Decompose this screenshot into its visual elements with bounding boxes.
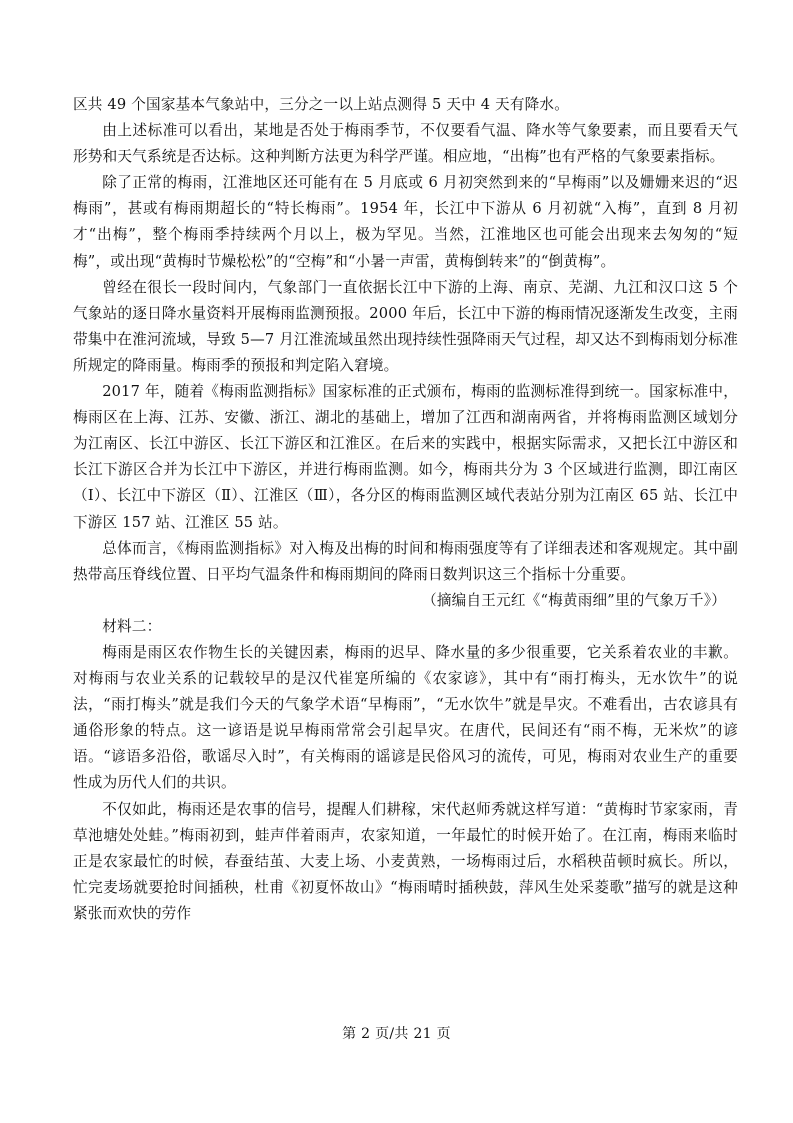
paragraph-summary: 总体而言，《梅雨监测指标》对入梅及出梅的时间和梅雨强度等有了详细表述和客观规定。其中副热带高压脊线位置、日平均气温条件和梅雨期间的降雨日数判识这三个指标十分重要。 [73, 539, 738, 583]
paragraph-monitoring-history: 曾经在很长一段时间内，气象部门一直依据长江中下游的上海、南京、芜湖、九江和汉口这 5 个气象站的逐日降水量资料开展梅雨监测预报。2000 年后，长江中下游的梅雨情况逐渐发生改变，主雨带集中在淮河流域，导致 5—7 月江淮流域虽然出现持续性强降雨天气过程，却又达不到梅雨划分标准所规定的降雨量。梅雨季的预报和判定陷入窘境。 [73, 278, 738, 374]
paragraph-farming-signal: 不仅如此，梅雨还是农事的信号，提醒人们耕稼，宋代赵师秀就这样写道：“黄梅时节家家雨，青草池塘处处蛙。”梅雨初到，蛙声伴着雨声，农家知道，一年最忙的时候开始了。在江南，梅雨来临时正是农家最忙的时候，春蚕结茧、大麦上场、小麦黄熟，一场梅雨过后，水稻秧苗顿时疯长。所以，忙完麦场就要抢时间插秧，杜甫《初夏怀故山》“梅雨晴时插秧鼓，萍风生处采菱歌”描写的就是这种紧张而欢快的劳作 [73, 800, 738, 922]
page-number-footer: 第 2 页/共 21 页 [342, 1026, 451, 1042]
paragraph-national-standard: 2017 年，随着《梅雨监测指标》国家标准的正式颁布，梅雨的监测标准得到统一。国家标准中，梅雨区在上海、江苏、安徽、浙江、湖北的基础上，增加了江西和湖南两省，并将梅雨监测区域划分为江南区、长江中游区、长江下游区和江淮区。在后来的实践中，根据实际需求，又把长江中游区和长江下游区合并为长江中下游区，并进行梅雨监测。如今，梅雨共分为 3 个区域进行监测，即江南区（Ⅰ）、长江中下游区（Ⅱ）、江淮区（Ⅲ），各分区的梅雨监测区域代表站分别为江南区 65 站、长江中下游区 157 站、江淮区 55 站。 [73, 383, 738, 531]
paragraph-plum-rain-criteria: 由上述标准可以看出，某地是否处于梅雨季节，不仅要看气温、降水等气象要素，而且要看天气形势和天气系统是否达标。这种判断方法更为科学严谨。相应地，“出梅”也有严格的气象要素指标。 [73, 122, 738, 166]
paragraph-agriculture: 梅雨是雨区农作物生长的关键因素，梅雨的迟早、降水量的多少很重要，它关系着农业的丰歉。对梅雨与农业关系的记载较早的是汉代崔寔所编的《农家谚》，其中有“雨打梅头，无水饮牛”的说法，“雨打梅头”就是我们今天的气象学术语“早梅雨”，“无水饮牛”就是旱灾。不难看出，古农谚具有通俗形象的特点。这一谚语是说早梅雨常常会引起旱灾。在唐代，民间还有“雨不梅，无米炊”的谚语。“谚语多沿俗，歌谣尽入时”，有关梅雨的谣谚是民俗风习的流传，可见，梅雨对农业生产的重要性成为历代人们的共识。 [73, 643, 738, 792]
source-citation: （摘编自王元红《“梅黄雨细”里的气象万千》） [422, 591, 726, 609]
paragraph-plum-rain-types: 除了正常的梅雨，江淮地区还可能有在 5 月底或 6 月初突然到来的“早梅雨”以及姗姗来迟的“迟梅雨”，甚或有梅雨期超长的“特长梅雨”。1954 年，长江中下游从 6 月初就“入梅”，直到 8 月初才“出梅”，整个梅雨季持续两个月以上，极为罕见。当然，江淮地区也可能会出现来去匆匆的“短梅”，或出现“黄梅时节燥松松”的“空梅”和“小暑一声雷，黄梅倒转来”的“倒黄梅”。 [73, 174, 738, 270]
document-body [73, 92, 738, 927]
paragraph-continued: 区共 49 个国家基本气象站中，三分之一以上站点测得 5 天中 4 天有降水。 [73, 96, 569, 113]
material-two-heading: 材料二： [102, 617, 162, 635]
